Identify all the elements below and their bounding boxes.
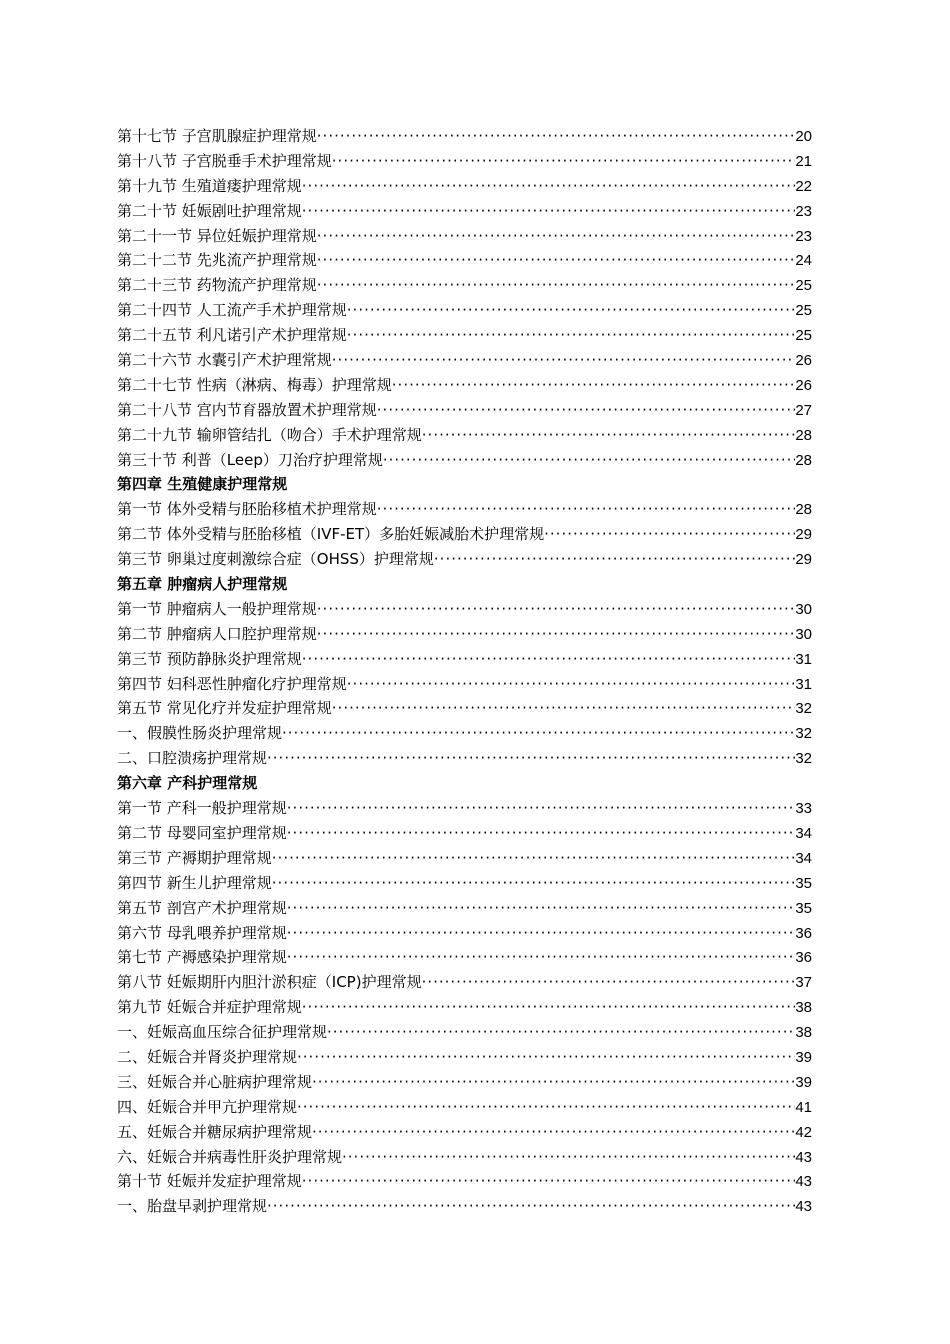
- toc-entry[interactable]: [117, 1070, 812, 1095]
- toc-entry-label: 二、口腔溃疡护理常规: [117, 749, 268, 768]
- toc-page-number: 38: [795, 999, 812, 1017]
- toc-entry-label: 第十七节 子宫肌腺症护理常规: [117, 127, 317, 145]
- toc-entry-label: 第三节 预防静脉炎护理常规: [117, 649, 302, 668]
- toc-entry[interactable]: [117, 995, 812, 1020]
- toc-leader-dots: [332, 696, 796, 721]
- toc-entry-label: 第一节 肿瘤病人一般护理常规: [117, 599, 317, 618]
- toc-entry-label: 第二十节 妊娠剧吐护理常规: [117, 201, 302, 220]
- toc-page-number: 23: [795, 202, 812, 220]
- toc-leader-dots: [317, 273, 796, 298]
- toc-page-number: 24: [795, 252, 812, 270]
- toc-page-number: 41: [795, 1098, 812, 1116]
- toc-page-number: 28: [795, 501, 812, 519]
- toc-entry[interactable]: [117, 945, 812, 970]
- toc-page-number: 34: [795, 849, 812, 867]
- toc-leader-dots: [302, 174, 796, 199]
- toc-page-number: 34: [795, 824, 812, 842]
- toc-entry[interactable]: [117, 696, 812, 721]
- toc-leader-dots: [347, 298, 796, 323]
- toc-page-number: 43: [795, 1173, 812, 1191]
- toc-page-number: 28: [795, 451, 812, 469]
- toc-entry-label: 第二十二节 先兆流产护理常规: [117, 251, 317, 270]
- toc-entry-label: 第一节 产科一般护理常规: [117, 799, 287, 818]
- toc-page-number: 26: [795, 376, 812, 394]
- toc-entry-label: 第四节 妇科恶性肿瘤化疗护理常规: [117, 674, 347, 693]
- toc-entry-label: 第三十节 利普（Leep）刀治疗护理常规: [117, 450, 383, 469]
- toc-leader-dots: [317, 224, 796, 249]
- toc-entry-label: 第二十三节 药物流产护理常规: [117, 276, 317, 295]
- toc-page-number: 25: [795, 327, 812, 345]
- toc-entry[interactable]: [117, 1169, 812, 1194]
- toc-page-number: 29: [795, 526, 812, 544]
- toc-entry-label: 第七节 产褥感染护理常规: [117, 948, 287, 967]
- toc-entry[interactable]: [117, 174, 812, 199]
- toc-entry[interactable]: [117, 348, 812, 373]
- toc-entry[interactable]: [117, 323, 812, 348]
- toc-entry-label: 第二十一节 异位妊娠护理常规: [117, 226, 317, 245]
- toc-leader-dots: [544, 522, 795, 547]
- toc-page-number: 28: [795, 426, 812, 444]
- toc-entry[interactable]: [117, 846, 812, 871]
- toc-page-number: 20: [795, 128, 812, 145]
- toc-entry-label: 第二节 母婴同室护理常规: [117, 823, 287, 842]
- toc-leader-dots: [287, 796, 796, 821]
- toc-entry-label: 第六章 产科护理常规: [117, 774, 258, 793]
- toc-chapter-heading: [117, 472, 812, 497]
- toc-entry[interactable]: [117, 224, 812, 249]
- toc-page-number: 36: [795, 949, 812, 967]
- toc-page-number: 27: [795, 401, 812, 419]
- toc-leader-dots: [302, 647, 796, 672]
- toc-entry[interactable]: [117, 547, 812, 572]
- toc-page-number: 22: [795, 177, 812, 195]
- toc-entry-label: 一、假膜性肠炎护理常规: [117, 724, 283, 743]
- toc-page-number: 25: [795, 302, 812, 320]
- toc-entry[interactable]: [117, 672, 812, 697]
- toc-entry[interactable]: [117, 298, 812, 323]
- toc-chapter-heading: [117, 572, 812, 597]
- toc-page-number: 25: [795, 277, 812, 295]
- toc-entry[interactable]: [117, 1045, 812, 1070]
- toc-page-number: 43: [795, 1148, 812, 1166]
- toc-leader-dots: [287, 921, 796, 946]
- toc-leader-dots: [434, 547, 795, 572]
- toc-page-number: 21: [795, 152, 812, 170]
- toc-entry-label: 第二十七节 性病（淋病、梅毒）护理常规: [117, 375, 392, 394]
- toc-leader-dots: [422, 970, 796, 995]
- toc-entry-label: 第二十四节 人工流产手术护理常规: [117, 301, 347, 320]
- toc-entry[interactable]: [117, 248, 812, 273]
- toc-entry[interactable]: [117, 970, 812, 995]
- toc-leader-dots: [302, 199, 796, 224]
- toc-entry-label: 第四章 生殖健康护理常规: [117, 475, 288, 494]
- toc-page-number: 43: [795, 1198, 812, 1216]
- toc-entry[interactable]: [117, 398, 812, 423]
- toc-entry-label: 三、妊娠合并心脏病护理常规: [117, 1072, 313, 1091]
- toc-entry[interactable]: [117, 373, 812, 398]
- toc-page-number: 37: [795, 974, 812, 992]
- toc-leader-dots: [377, 398, 796, 423]
- toc-chapter-heading: [117, 771, 812, 796]
- toc-entry-label: 第四节 新生儿护理常规: [117, 873, 272, 892]
- toc-entry-label: 第八节 妊娠期肝内胆汁淤积症（ICP)护理常规: [117, 973, 422, 992]
- toc-entry-label: 五、妊娠合并糖尿病护理常规: [117, 1122, 313, 1141]
- toc-entry-label: 第九节 妊娠合并症护理常规: [117, 998, 302, 1017]
- toc-leader-dots: [377, 497, 796, 522]
- toc-page-number: 31: [795, 675, 812, 693]
- toc-entry[interactable]: [117, 622, 812, 647]
- toc-entry-label: 第二十八节 宫内节育器放置术护理常规: [117, 400, 377, 419]
- toc-leader-dots: [312, 1120, 795, 1145]
- toc-entry[interactable]: [117, 124, 812, 149]
- toc-leader-dots: [317, 597, 796, 622]
- toc-entry[interactable]: [117, 522, 812, 547]
- toc-entry-label: 第一节 体外受精与胚胎移植术护理常规: [117, 500, 377, 519]
- toc-page-number: 39: [795, 1048, 812, 1066]
- toc-page-number: 39: [795, 1073, 812, 1091]
- toc-page-number: 35: [795, 874, 812, 892]
- toc-page-number: 26: [795, 352, 812, 370]
- toc-entry-label: 一、妊娠高血压综合征护理常规: [117, 1023, 328, 1042]
- toc-leader-dots: [332, 348, 796, 373]
- toc-leader-dots: [327, 1020, 795, 1045]
- toc-entry-label: 第五节 剖宫产术护理常规: [117, 898, 287, 917]
- toc-page-number: 35: [795, 899, 812, 917]
- toc-entry-label: 第三节 卵巢过度刺激综合症（OHSS）护理常规: [117, 550, 434, 569]
- toc-entry[interactable]: [117, 199, 812, 224]
- toc-leader-dots: [287, 896, 796, 921]
- toc-leader-dots: [347, 323, 796, 348]
- toc-page-number: 32: [795, 725, 812, 743]
- toc-leader-dots: [383, 448, 795, 473]
- toc-leader-dots: [302, 1169, 796, 1194]
- toc-entry[interactable]: [117, 497, 812, 522]
- toc-entry-label: 第三节 产褥期护理常规: [117, 848, 272, 867]
- toc-entry[interactable]: [117, 273, 812, 298]
- toc-page-number: 38: [795, 1024, 812, 1042]
- toc-leader-dots: [287, 821, 796, 846]
- toc-leader-dots: [297, 1095, 795, 1120]
- toc-entry[interactable]: [117, 647, 812, 672]
- toc-entry-label: 第十节 妊娠并发症护理常规: [117, 1172, 302, 1191]
- toc-leader-dots: [272, 871, 796, 896]
- toc-entry[interactable]: [117, 1194, 812, 1219]
- toc-leader-dots: [317, 124, 796, 149]
- toc-entry[interactable]: [117, 746, 812, 771]
- toc-leader-dots: [312, 1070, 795, 1095]
- toc-entry[interactable]: [117, 1095, 812, 1120]
- toc-page-number: 30: [795, 625, 812, 643]
- toc-entry[interactable]: [117, 721, 812, 746]
- toc-entry-label: 第二节 肿瘤病人口腔护理常规: [117, 624, 317, 643]
- toc-entry-label: 第二节 体外受精与胚胎移植（IVF-ET）多胎妊娠减胎术护理常规: [117, 525, 545, 544]
- toc-page-number: 23: [795, 227, 812, 245]
- toc-page-number: 33: [795, 800, 812, 818]
- toc-entry-label: 第十九节 生殖道瘘护理常规: [117, 176, 302, 195]
- toc-leader-dots: [342, 1145, 795, 1170]
- toc-entry[interactable]: [117, 896, 812, 921]
- toc-entry[interactable]: [117, 921, 812, 946]
- toc-entry-label: 第五章 肿瘤病人护理常规: [117, 575, 288, 594]
- toc-entry-label: 第五节 常见化疗并发症护理常规: [117, 699, 332, 718]
- toc-page-number: 30: [795, 600, 812, 618]
- toc-leader-dots: [267, 1194, 795, 1219]
- toc-leader-dots: [317, 622, 796, 647]
- toc-leader-dots: [302, 995, 796, 1020]
- toc-leader-dots: [267, 746, 795, 771]
- toc-entry[interactable]: [117, 796, 812, 821]
- toc-entry[interactable]: [117, 597, 812, 622]
- toc-leader-dots: [272, 846, 796, 871]
- toc-entry-label: 第六节 母乳喂养护理常规: [117, 923, 287, 942]
- toc-entry[interactable]: [117, 1145, 812, 1170]
- toc-leader-dots: [287, 945, 796, 970]
- toc-entry[interactable]: [117, 149, 812, 174]
- toc-entry-label: 六、妊娠合并病毒性肝炎护理常规: [117, 1147, 343, 1166]
- toc-entry[interactable]: [117, 871, 812, 896]
- toc-page-number: 42: [795, 1123, 812, 1141]
- toc-entry-label: 第二十九节 输卵管结扎（吻合）手术护理常规: [117, 425, 422, 444]
- toc-leader-dots: [422, 423, 796, 448]
- toc-entry[interactable]: [117, 1020, 812, 1045]
- toc-entry[interactable]: [117, 1120, 812, 1145]
- table-of-contents: [117, 124, 812, 1219]
- toc-entry[interactable]: [117, 821, 812, 846]
- toc-entry[interactable]: [117, 423, 812, 448]
- toc-leader-dots: [332, 149, 796, 174]
- toc-entry-label: 二、妊娠合并肾炎护理常规: [117, 1047, 298, 1066]
- toc-entry-label: 第二十六节 水囊引产术护理常规: [117, 351, 332, 370]
- toc-leader-dots: [297, 1045, 795, 1070]
- toc-page-number: 36: [795, 924, 812, 942]
- toc-leader-dots: [347, 672, 796, 697]
- toc-entry-label: 第二十五节 利凡诺引产术护理常规: [117, 326, 347, 345]
- toc-entry-label: 四、妊娠合并甲亢护理常规: [117, 1097, 298, 1116]
- toc-page-number: 29: [795, 551, 812, 569]
- toc-page-number: 32: [795, 700, 812, 718]
- toc-leader-dots: [282, 721, 795, 746]
- toc-page-number: 31: [795, 650, 812, 668]
- toc-leader-dots: [317, 248, 796, 273]
- toc-entry[interactable]: [117, 448, 812, 473]
- toc-page-number: 32: [795, 750, 812, 768]
- toc-entry-label: 第十八节 子宫脱垂手术护理常规: [117, 151, 332, 170]
- toc-entry-label: 一、胎盘早剥护理常规: [117, 1197, 268, 1216]
- toc-leader-dots: [392, 373, 796, 398]
